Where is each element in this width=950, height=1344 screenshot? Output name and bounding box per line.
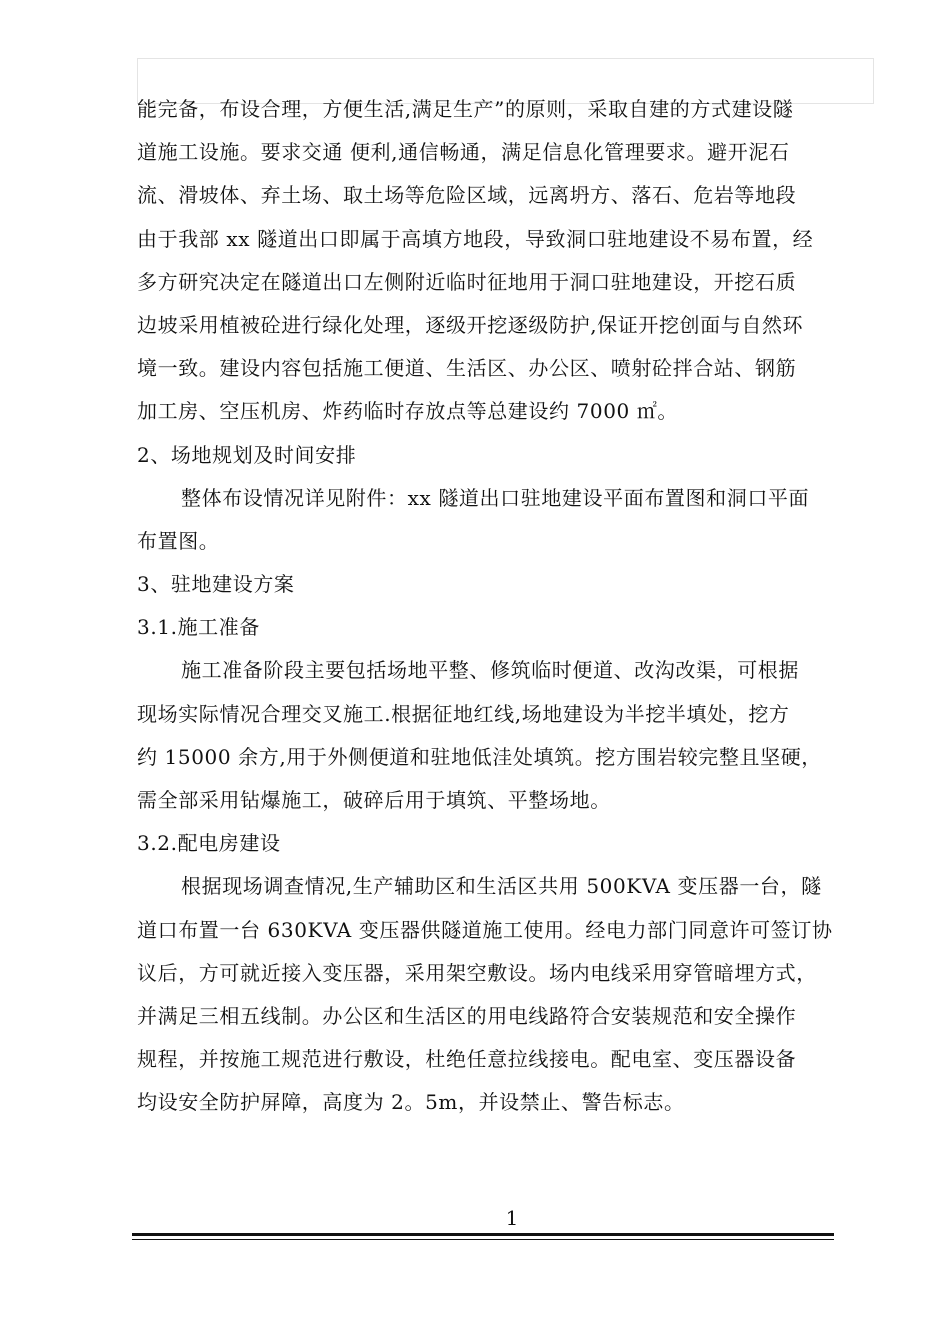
text-line: 流、滑坡体、弃土场、取土场等危险区域，远离坍方、落石、危岩等地段 [137,183,797,208]
text-line: 边坡采用植被砼进行绿化处理，逐级开挖逐级防护,保证开挖创面与自然环 [137,312,804,337]
text-line: 加工房、空压机房、炸药临时存放点等总建设约 7000 ㎡。 [137,399,679,424]
text-line: 道施工设施。要求交通 便利,通信畅通，满足信息化管理要求。避开泥石 [137,140,790,165]
footer-rule-thick [132,1233,834,1236]
text-line: 议后，方可就近接入变压器，采用架空敷设。场内电线采用穿管暗埋方式， [137,960,817,985]
section-heading: 3、驻地建设方案 [137,572,295,597]
text-line: 布置图。 [137,528,220,553]
footer-rule-thin [132,1239,834,1240]
document-body [137,88,865,1125]
text-line: 能完备，布设合理，方便生活,满足生产”的原则，采取自建的方式建设隧 [137,97,794,121]
text-line: 境一致。建设内容包括施工便道、生活区、办公区、喷射砼拌合站、钢筋 [137,356,797,381]
text-line: 需全部采用钻爆施工，破碎后用于填筑、平整场地。 [137,788,611,812]
text-line: 道口布置一台 630KVA 变压器供隧道施工使用。经电力部门同意许可签订协 [137,917,833,942]
text-line: 规程，并按施工规范进行敷设，杜绝任意拉线接电。配电室、变压器设备 [137,1047,797,1072]
subsection-heading: 3.1.施工准备 [137,615,260,640]
text-line: 施工准备阶段主要包括场地平整、修筑临时便道、改沟改渠，可根据 [181,658,799,683]
subsection-heading: 3.2.配电房建设 [137,831,281,856]
text-line: 整体布设情况详见附件：xx 隧道出口驻地建设平面布置图和洞口平面 [181,485,810,510]
text-line: 多方研究决定在隧道出口左侧附近临时征地用于洞口驻地建设，开挖石质 [137,269,797,294]
text-line: 并满足三相五线制。办公区和生活区的用电线路符合安装规范和安全操作 [137,1003,797,1028]
text-line: 现场实际情况合理交叉施工.根据征地红线,场地建设为半挖半填处，挖方 [137,701,790,726]
section-heading: 2、场地规划及时间安排 [137,442,357,467]
text-line: 由于我部 xx 隧道出口即属于高填方地段，导致洞口驻地建设不易布置，经 [137,226,814,251]
page-number: 1 [505,1206,519,1230]
text-line: 均设安全防护屏障，高度为 2。5m，并设禁止、警告标志。 [137,1090,685,1115]
text-line: 根据现场调查情况,生产辅助区和生活区共用 500KVA 变压器一台，隧 [181,874,822,899]
text-line: 约 15000 余方,用于外侧便道和驻地低洼处填筑。挖方围岩较完整且坚硬， [137,744,822,769]
